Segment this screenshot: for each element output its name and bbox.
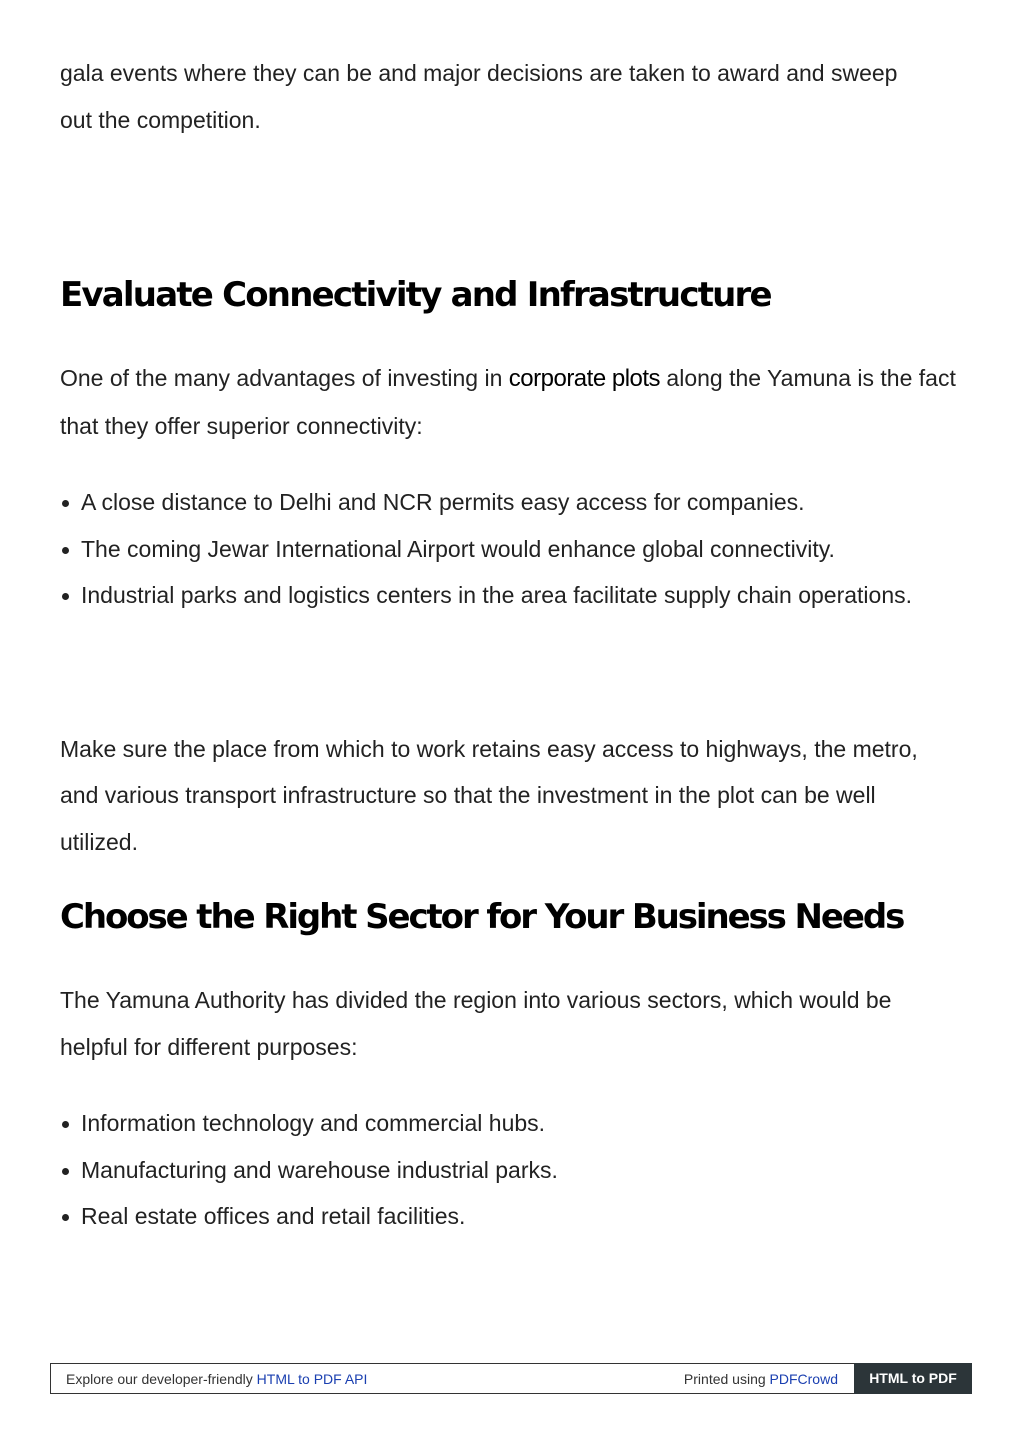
pdfcrowd-link[interactable]: PDFCrowd bbox=[769, 1371, 838, 1387]
list-item-text: The coming Jewar International Airport would enhance global connectivity. bbox=[81, 535, 835, 562]
bullet-dot bbox=[62, 1121, 69, 1128]
list-item-text: Real estate offices and retail facilities. bbox=[81, 1203, 466, 1229]
list-item bbox=[81, 526, 941, 573]
list-item-text: A close distance to Delhi and NCR permits easy access for companies. bbox=[81, 489, 805, 515]
sector-intro-paragraph: The Yamuna Authority has divided the region into various sectors, which would be helpful for different purposes: bbox=[60, 987, 892, 1060]
footer-right-text bbox=[684, 1371, 838, 1387]
sector-bullet-list bbox=[60, 1100, 970, 1240]
html-to-pdf-button[interactable]: HTML to PDF bbox=[854, 1363, 972, 1394]
list-item bbox=[81, 572, 941, 619]
pdfcrowd-footer-bar bbox=[50, 1363, 972, 1394]
list-item-text: Manufacturing and warehouse industrial parks. bbox=[81, 1156, 558, 1183]
section-heading-sector: Choose the Right Sector for Your Business Needs bbox=[60, 897, 904, 937]
footer-right-label: Printed using bbox=[683, 1371, 770, 1387]
list-item bbox=[81, 1193, 970, 1240]
bullet-dot bbox=[62, 593, 69, 600]
intro-paragraph: gala events where they can be and major decisions are taken to award and sweep out the competition. bbox=[60, 60, 898, 133]
list-item bbox=[81, 1100, 970, 1147]
html-to-pdf-api-link[interactable]: HTML to PDF API bbox=[256, 1371, 368, 1387]
bullet-dot bbox=[62, 547, 69, 554]
footer-left-label: Explore our developer-friendly bbox=[66, 1371, 257, 1387]
bullet-dot bbox=[62, 1214, 69, 1221]
section-heading-connectivity: Evaluate Connectivity and Infrastructure bbox=[60, 275, 771, 315]
connectivity-intro-paragraph bbox=[60, 355, 960, 449]
bullet-dot bbox=[62, 500, 69, 507]
paragraph-text-before-link: One of the many advantages of investing in bbox=[60, 365, 509, 391]
corporate-plots-link[interactable]: corporate plots bbox=[508, 365, 661, 392]
paragraph-text-after-link: along the Yamuna is the fact that they offer superior connectivity: bbox=[60, 365, 956, 439]
connectivity-bullet-list bbox=[60, 479, 941, 619]
list-item bbox=[81, 479, 941, 526]
list-item bbox=[81, 1147, 970, 1194]
list-item-text: Information technology and commercial hubs. bbox=[81, 1110, 546, 1136]
article-body bbox=[60, 50, 970, 1240]
footer-left-text bbox=[66, 1371, 367, 1387]
connectivity-closing-paragraph: Make sure the place from which to work retains easy access to highways, the metro, and various transport infrastructure so that the investment in the plot can be well utilized. bbox=[60, 735, 918, 855]
bullet-dot bbox=[62, 1168, 69, 1175]
list-item-text: Industrial parks and logistics centers in the area facilitate supply chain operations. bbox=[81, 582, 913, 608]
